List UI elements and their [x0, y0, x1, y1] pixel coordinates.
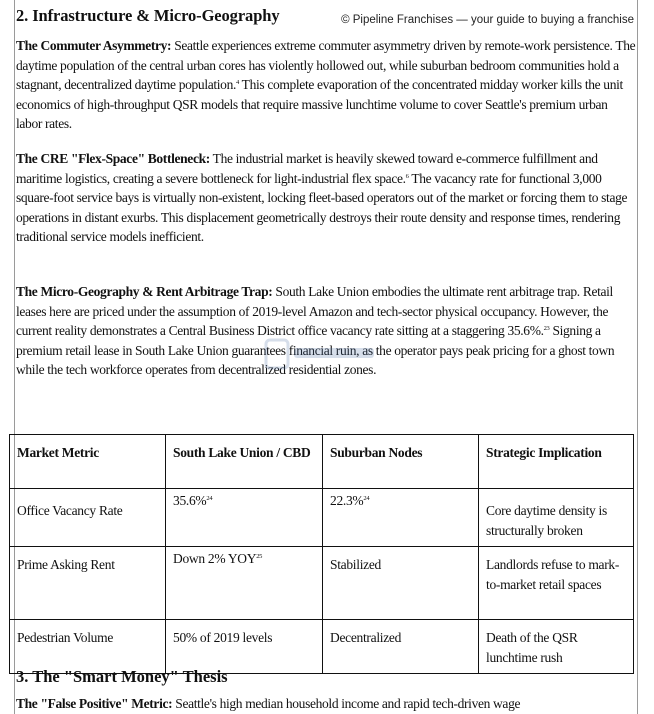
- table-cell-suburban: Decentralized: [323, 620, 479, 674]
- table-header-cell: South Lake Union / CBD: [166, 435, 323, 489]
- paragraph-flex-space: [16, 149, 636, 247]
- paragraph-text: The vacancy rate for functional 3,000 square-foot service bays is virtually non-existent, locking fleet-based operators out of the market or forcing them to stage operations in distant exurbs. This displacement geometrically destroys their route density and response times, rendering traditional service models inefficient.: [16, 170, 628, 244]
- section-heading: 3. The "Smart Money" Thesis: [16, 667, 228, 686]
- table-row: [10, 620, 634, 674]
- copyright-notice: © Pipeline Franchises — your guide to buying a franchise: [341, 14, 634, 26]
- table-cell-implication: Core daytime density is structurally broken: [479, 489, 634, 547]
- cell-value: 35.6%: [173, 493, 207, 508]
- table-cell-metric: Prime Asking Rent: [10, 547, 166, 620]
- table-cell-suburban: Stabilized: [323, 547, 479, 620]
- footnote-ref[interactable]: 24: [206, 495, 213, 502]
- table-row: [10, 547, 634, 620]
- paragraph-false-positive: [16, 694, 636, 714]
- footnote-ref[interactable]: 4: [236, 79, 239, 86]
- paragraph-commuter-asymmetry: [16, 36, 636, 134]
- table-cell-slu: [166, 489, 323, 547]
- paragraph-text: Seattle's high median household income and rapid tech-driven wage: [172, 696, 521, 711]
- paragraph-text: The industrial market is heavily skewed toward e-commerce fulfillment and maritime logistics, creating a severe bottleneck for light-industrial flex space.: [16, 151, 598, 186]
- table-header-cell: Strategic Implication: [479, 435, 634, 489]
- table-cell-metric: Pedestrian Volume: [10, 620, 166, 674]
- footnote-ref[interactable]: 23: [543, 325, 550, 332]
- paragraph-rent-arbitrage: [16, 282, 636, 380]
- footnote-ref[interactable]: 24: [363, 495, 370, 502]
- paragraph-text: Signing a premium retail lease in South Lake Union guarantees financial ruin, as the operator pays peak pricing for a ghost town while the tech workforce operates from decentralized residential zones.: [16, 323, 615, 377]
- paragraph-text: Seattle experiences extreme commuter asymmetry driven by remote-work persistence. The daytime population of the central urban cores has violently hollowed out, while suburban bedroom communities hold a stagnant, decentralized daytime population.: [16, 38, 636, 92]
- table-header-cell: Market Metric: [10, 435, 166, 489]
- market-metrics-table: [9, 434, 634, 674]
- table-cell-metric: Office Vacancy Rate: [10, 489, 166, 547]
- table-cell-implication: Landlords refuse to mark-to-market retail spaces: [479, 547, 634, 620]
- table-cell-implication: Death of the QSR lunchtime rush: [479, 620, 634, 674]
- table-header-cell: Suburban Nodes: [323, 435, 479, 489]
- paragraph-lead: The Commuter Asymmetry:: [16, 38, 172, 53]
- table-cell-slu: [166, 547, 323, 620]
- cell-value: Down 2% YOY: [173, 551, 257, 566]
- table-cell-suburban: [323, 489, 479, 547]
- paragraph-lead: The CRE "Flex-Space" Bottleneck:: [16, 151, 210, 166]
- cell-value: 22.3%: [330, 493, 364, 508]
- section-heading: 2. Infrastructure & Micro-Geography: [16, 6, 280, 25]
- table-row: [10, 489, 634, 547]
- paragraph-text: South Lake Union embodies the ultimate rent arbitrage trap. Retail leases here are priced under the assumption of 2019-level Amazon and tech-sector physical occupancy. However, the current reality demonstrates a Central Business District office vacancy rate sitting at a staggering 35.6%.: [16, 284, 613, 338]
- paragraph-lead: The "False Positive" Metric:: [16, 696, 173, 711]
- paragraph-lead: The Micro-Geography & Rent Arbitrage Trap:: [16, 284, 273, 299]
- paragraph-text: This complete evaporation of the concentrated midday worker kills the unit economics of high-throughput QSR models that require massive lunchtime volume to cover Seattle's premium urban labor rates.: [16, 77, 623, 131]
- table-header-row: [10, 435, 634, 489]
- table-cell-slu: 50% of 2019 levels: [166, 620, 323, 674]
- footnote-ref[interactable]: 6: [405, 172, 409, 180]
- footnote-ref[interactable]: 25: [256, 553, 263, 560]
